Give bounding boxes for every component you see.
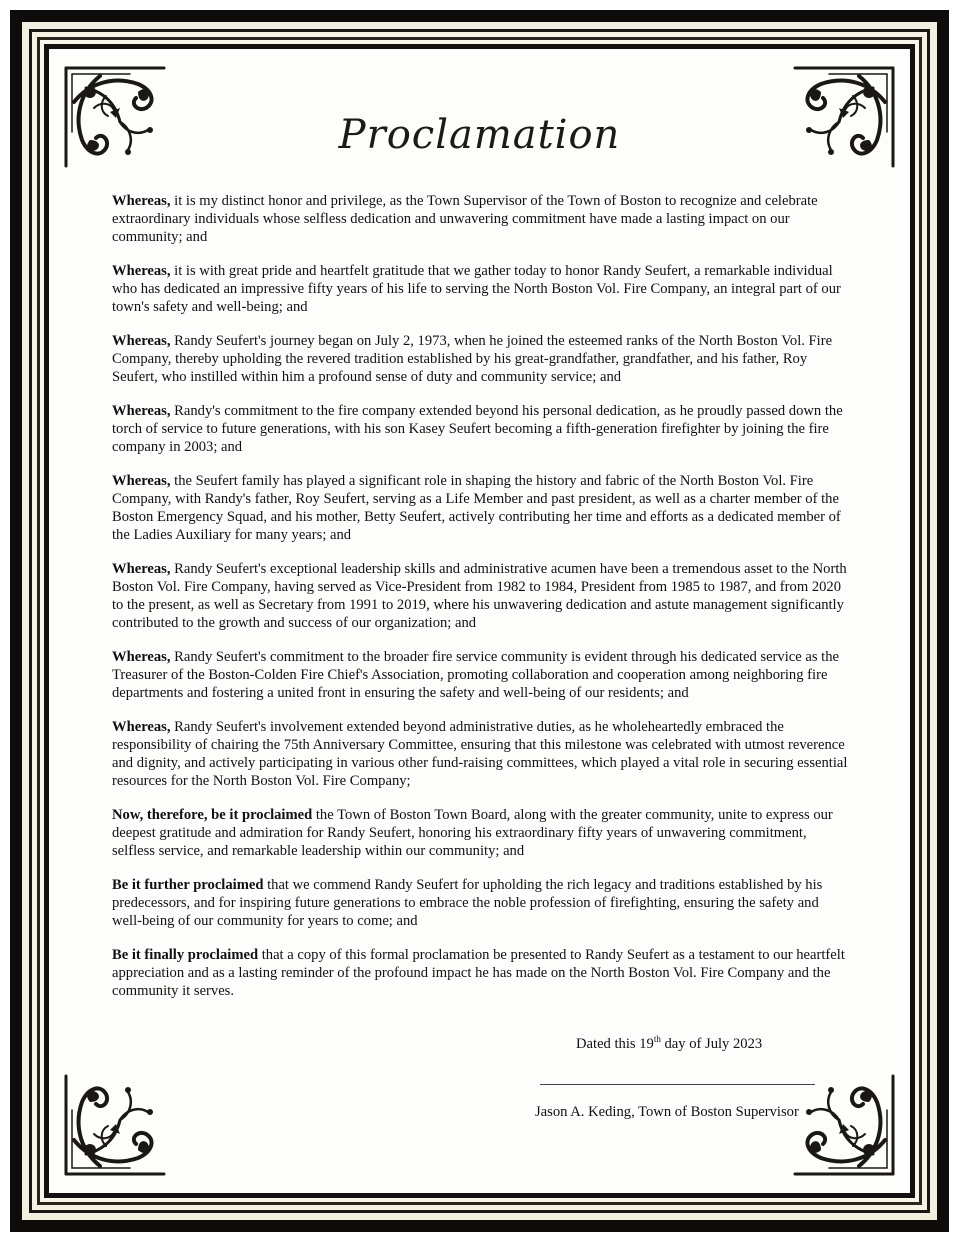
paragraph-lead: Whereas, [112, 333, 171, 349]
paragraph-lead: Whereas, [112, 561, 171, 577]
proclamation-paragraph [112, 876, 852, 930]
corner-flourish-icon [60, 1070, 170, 1180]
dated-ordinal: th [653, 1034, 661, 1044]
paragraph-lead: Whereas, [112, 649, 171, 665]
paragraph-lead: Now, therefore, be it proclaimed [112, 807, 313, 823]
paragraph-text: Randy's commitment to the fire company extended beyond his personal dedication, as he proudly passed down the torch of service to future generations, with his son Kasey Seufert becoming a fifth-generation firefighter by joining the fire company in 2003; and [112, 403, 843, 455]
proclamation-paragraph [112, 262, 852, 316]
paragraph-text: Randy Seufert's commitment to the broader fire service community is evident through his dedicated service as the Treasurer of the Boston-Colden Fire Chief's Association, promoting collaboration and cooperation among neighboring fire departments and fostering a united front in ensuring the safety and well-being of our residents; and [112, 649, 839, 701]
paragraph-lead: Whereas, [112, 719, 171, 735]
paragraph-text: it is with great pride and heartfelt gratitude that we gather today to honor Randy Seufert, a remarkable individual who has dedicated an impressive fifty years of his life to serving the North Boston Vol. Fire Company, an integral part of our town's safety and well-being; and [112, 263, 841, 315]
corner-flourish-icon [789, 1070, 899, 1180]
paragraph-text: the Town of Boston Town Board, along with the greater community, unite to express our deepest gratitude and admiration for Randy Seufert, honoring his extraordinary fifty years of unwavering commitment, selfless service, and remarkable leadership within our community; and [112, 807, 833, 859]
paragraph-lead: Whereas, [112, 473, 171, 489]
dated-prefix: Dated this 19 [576, 1036, 654, 1052]
paragraph-text: that a copy of this formal proclamation be presented to Randy Seufert as a testament to our heartfelt appreciation and as a lasting reminder of the profound impact he has made on the North Boston Vol. Fire Company and the community it serves. [112, 947, 845, 999]
proclamation-paragraph [112, 718, 852, 790]
proclamation-paragraph [112, 402, 852, 456]
paragraph-lead: Whereas, [112, 263, 171, 279]
proclamation-paragraph [112, 648, 852, 702]
paragraph-lead: Be it further proclaimed [112, 877, 264, 893]
proclamation-paragraph [112, 560, 852, 632]
paragraph-text: Randy Seufert's involvement extended beyond administrative duties, as he wholeheartedly embraced the responsibility of chairing the 75th Anniversary Committee, ensuring that this milestone was celebrated with utmost reverence and dignity, and actively participating in various other fund-raising committees, which played a vital role in securing essential resources for the North Boston Vol. Fire Company; [112, 719, 848, 789]
page-title: Proclamation [338, 112, 621, 158]
proclamation-paragraph [112, 192, 852, 246]
paragraph-text: it is my distinct honor and privilege, as the Town Supervisor of the Town of Boston to recognize and celebrate extraordinary individuals whose selfless dedication and unwavering commitment have made a lasting impact on our community; and [112, 193, 818, 245]
paragraph-text: Randy Seufert's exceptional leadership skills and administrative acumen have been a tremendous asset to the North Boston Vol. Fire Company, having served as Vice-President from 1982 to 1984, President from 1985 to 1987, and from 2020 to the present, as well as Secretary from 1991 to 2019, where his unwavering dedication and astute management significantly contributed to the growth and success of our organization; and [112, 561, 847, 631]
paragraph-text: Randy Seufert's journey began on July 2, 1973, when he joined the esteemed ranks of the North Boston Vol. Fire Company, thereby upholding the revered tradition established by his great-grandfather, grandfather, and his father, Roy Seufert, who instilled within him a profound sense of duty and community service; and [112, 333, 833, 385]
proclamation-paragraph [112, 472, 852, 544]
paragraph-lead: Whereas, [112, 193, 171, 209]
proclamation-body [112, 192, 852, 1016]
dated-line [576, 1036, 762, 1053]
signature-line [540, 1084, 815, 1085]
proclamation-paragraph [112, 332, 852, 386]
proclamation-paragraph [112, 806, 852, 860]
paragraph-lead: Be it finally proclaimed [112, 947, 259, 963]
signer-name: Jason A. Keding, Town of Boston Supervisor [535, 1104, 799, 1120]
paragraph-text: the Seufert family has played a significant role in shaping the history and fabric of the North Boston Vol. Fire Company, with Randy's father, Roy Seufert, serving as a Life Member and past president, as well as a charter member of the Boston Emergency Squad, and his mother, Betty Seufert, actively contributing her time and efforts as a dedicated member of the Ladies Auxiliary for many years; and [112, 473, 841, 543]
paragraph-text: that we commend Randy Seufert for upholding the rich legacy and traditions established by his predecessors, and for inspiring future generations to embrace the noble profession of firefighting, ensuring the safety and well-being of our community for years to come; and [112, 877, 823, 929]
dated-suffix: day of July 2023 [660, 1036, 763, 1052]
paragraph-lead: Whereas, [112, 403, 171, 419]
proclamation-paragraph [112, 946, 852, 1000]
